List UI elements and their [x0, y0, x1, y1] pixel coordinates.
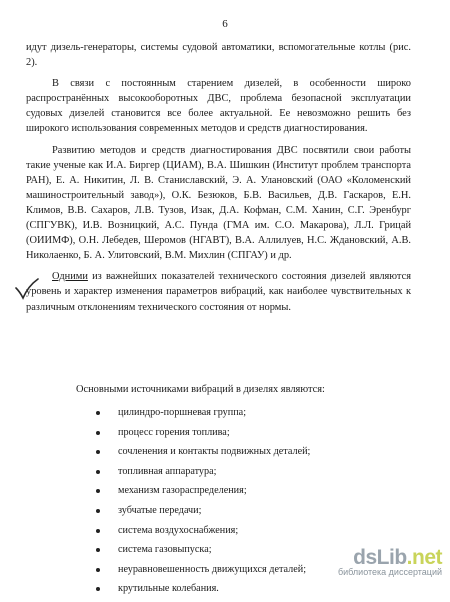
list-item: топливная аппаратура; — [96, 465, 310, 485]
paragraph-4-rest: из важнейших показателей технического состояния дизелей являются уровень и характер изменения параметров вибраций, как наиболее чувствительных к различным отклонениям технического состояния от нормы. — [26, 271, 411, 313]
bullet-icon — [96, 548, 100, 552]
paragraph-4 — [26, 269, 411, 314]
bullet-icon — [96, 509, 100, 513]
list-item: механизм газораспределения; — [96, 484, 310, 504]
underlined-word: Одними — [52, 271, 88, 283]
paragraph-1: идут дизель-генераторы, системы судовой автоматики, вспомогательные котлы (рис. 2). — [26, 42, 411, 69]
page-number: 6 — [222, 18, 228, 30]
watermark-logo — [314, 546, 442, 576]
watermark-logo-main: dsLib — [353, 546, 407, 569]
list-item: процесс горения топлива; — [96, 426, 310, 446]
bullet-icon — [96, 489, 100, 493]
bullet-icon — [96, 568, 100, 572]
bullet-icon — [96, 431, 100, 435]
watermark-logo-tld: .net — [406, 546, 442, 569]
paragraph-3: Развитию методов и средств диагностирования ДВС посвятили свои работы такие ученые как И.А. Биргер (ЦИАМ), В.А. Шишкин (Институт проблем транспорта РАН), Е. А. Никитин, Л. В. Станиславский, Э. А. Улановский (ОАО «Коломенский машиностроительный завод»), О.К. Безюков, Б.В. Васильев, Д.В. Гаскаров, Е.Н. Климов, В.В. Сахаров, Л.В. Тузов, Изак, Д.А. Кофман, С.М. Ханин, С.Г. Эренбург (СПГУВК), И.В. Возницкий, А.С. Пунда (ГМА им. С.О. Макарова), Л.Л. Грицай (ОИИМФ), О.Н. Лебедев, Шеромов (НГАВТ), В.А. Аллилуев, Н.С. Ждановский, А.В. Николаенко, Б. А. Улитовский, В.М. Михлин (СПГАУ) и др. — [26, 144, 411, 262]
bullet-icon — [96, 411, 100, 415]
bullet-icon — [96, 450, 100, 454]
list-intro: Основными источниками вибраций в дизелях являются: — [76, 384, 325, 395]
list-item: цилиндро-поршневая группа; — [96, 406, 310, 426]
bullet-icon — [96, 587, 100, 591]
bullet-icon — [96, 470, 100, 474]
list-item: система газовыпуска; — [96, 543, 310, 563]
watermark-subtitle: библиотека диссертаций — [337, 567, 442, 577]
list-item: крутильные колебания. — [96, 582, 310, 602]
list-item: неуравновешенность движущихся деталей; — [96, 563, 310, 583]
vibration-sources-list — [96, 406, 310, 602]
bullet-icon — [96, 529, 100, 533]
list-item: зубчатые передачи; — [96, 504, 310, 524]
list-item: сочленения и контакты подвижных деталей; — [96, 445, 310, 465]
paragraph-2: В связи с постоянным старением дизелей, в особенности широко распространённых высокооборотных ДВС, проблема безопасной эксплуатации судовых дизелей становится все более актуальной. Ее невозможно решить без широкого использования современных методов и средств диагностирования. — [26, 78, 411, 135]
body-text — [26, 40, 411, 315]
list-item: система воздухоснабжения; — [96, 524, 310, 544]
handwritten-check-mark-icon — [14, 278, 40, 300]
